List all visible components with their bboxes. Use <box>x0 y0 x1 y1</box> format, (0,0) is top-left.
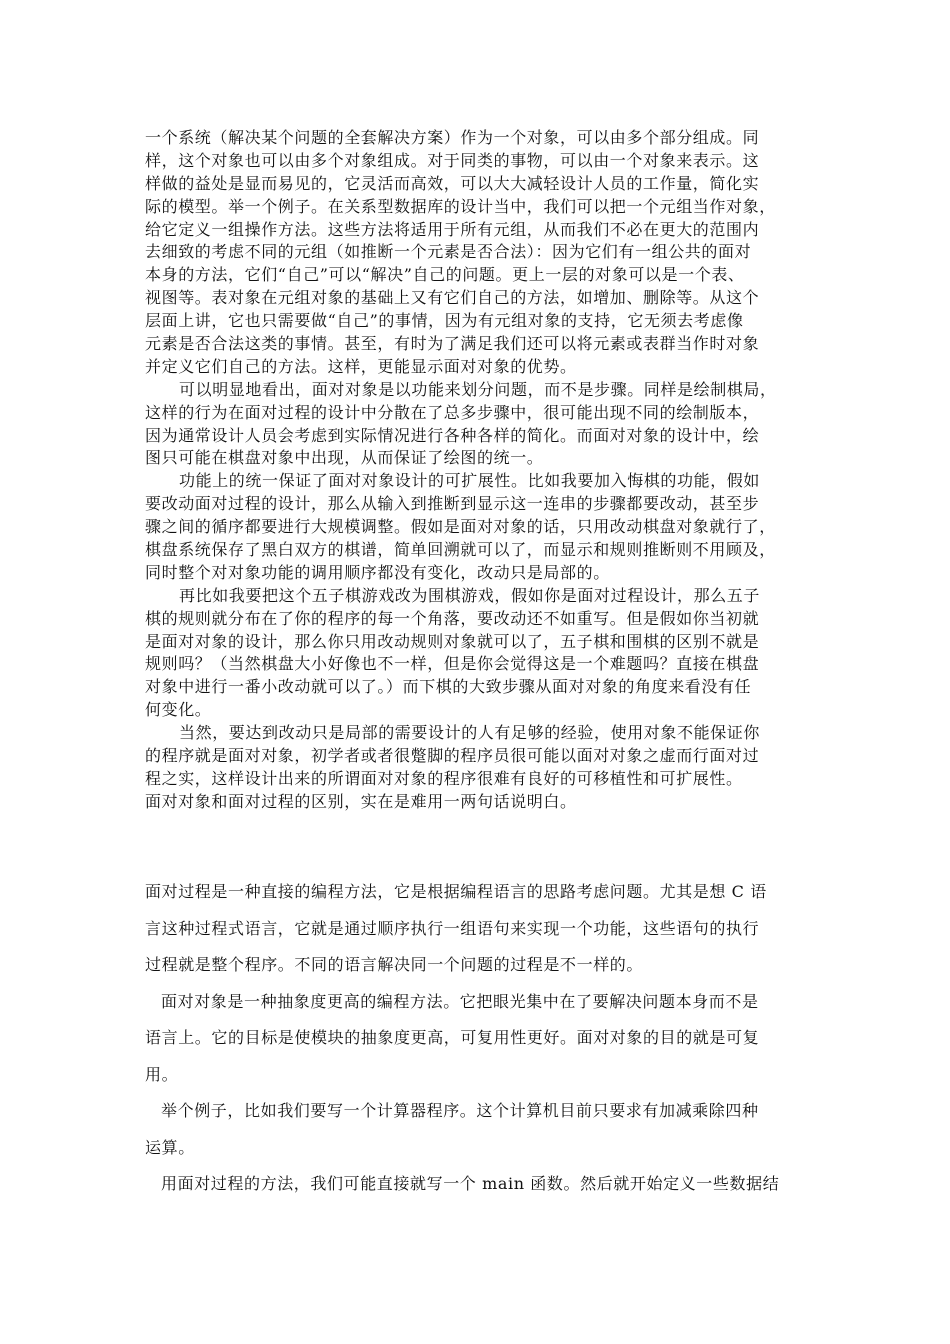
text-line: 棋的规则就分布在了你的程序的每一个角落，要改动还不如重写。但是假如你当初就 <box>145 608 760 628</box>
text-line: 样，这个对象也可以由多个对象组成。对于同类的事物，可以由一个对象来表示。这 <box>145 150 760 170</box>
text-line: 用。 <box>145 1064 179 1084</box>
text-line: 用面对过程的方法，我们可能直接就写一个 main 函数。然后就开始定义一些数据结 <box>161 1174 780 1193</box>
text-line: 本身的方法，它们“自己”可以“解决”自己的问题。更上一层的对象可以是一个表、 <box>145 265 745 285</box>
text-line: 语言上。它的目标是使模块的抽象度更高，可复用性更好。面对对象的目的就是可复 <box>145 1028 760 1047</box>
text-line: 给它定义一组操作方法。这些方法将适用于所有元组，从而我们不必在更大的范围内 <box>145 219 760 239</box>
text-line: 是面对对象的设计，那么你只用改动规则对象就可以了，五子棋和围棋的区别不就是 <box>145 631 760 651</box>
text-line: 过程就是整个程序。不同的语言解决同一个问题的过程是不一样的。 <box>145 955 644 974</box>
text-line: 的程序就是面对对象，初学者或者很蹩脚的程序员很可能以面对对象之虚而行面对过 <box>145 746 760 766</box>
text-line: 功能上的统一保证了面对对象设计的可扩展性。比如我要加入悔棋的功能，假如 <box>179 471 761 491</box>
text-line: 再比如我要把这个五子棋游戏改为围棋游戏，假如你是面对过程设计，那么五子 <box>179 585 761 605</box>
text-line: 这样的行为在面对过程的设计中分散在了总多步骤中，很可能出现不同的绘制版本， <box>145 402 760 422</box>
text-line: 要改动面对过程的设计，那么从输入到推断到显示这一连串的步骤都要改动，甚至步 <box>145 494 760 514</box>
text-line: 层面上讲，它也只需要做“自己”的事情，因为有元组对象的支持，它无须去考虑像 <box>145 311 744 331</box>
text-line: 规则吗？（当然棋盘大小好像也不一样，但是你会觉得这是一个难题吗？直接在棋盘 <box>145 654 760 674</box>
text-line: 程之实，这样设计出来的所谓面对对象的程序很难有良好的可移植性和可扩展性。 <box>145 768 743 788</box>
text-line: 图只可能在棋盘对象中出现，从而保证了绘图的统一。 <box>145 448 544 468</box>
text-line: 对象中进行一番小改动就可以了。）而下棋的大致步骤从面对对象的角度来看没有任 <box>145 677 752 697</box>
text-line: 言这种过程式语言，它就是通过顺序执行一组语句来实现一个功能，这些语句的执行 <box>145 918 760 938</box>
text-line: 视图等。表对象在元组对象的基础上又有它们自己的方法，如增加、删除等。从这个 <box>145 288 760 308</box>
text-line: 因为通常设计人员会考虑到实际情况进行各种各样的简化。而面对对象的设计中，绘 <box>145 425 760 445</box>
text-block-oop-explanation <box>145 127 811 814</box>
text-line: 面对对象是一种抽象度更高的编程方法。它把眼光集中在了要解决问题本身而不是 <box>161 991 759 1011</box>
text-line: 去细致的考虑不同的元组（如推断一个元素是否合法）：因为它们有一组公共的面对 <box>145 242 752 262</box>
text-block-procedural-vs-oop <box>145 874 811 1203</box>
text-line: 一个系统（解决某个问题的全套解决方案）作为一个对象，可以由多个部分组成。同 <box>145 128 760 147</box>
text-line: 举个例子，比如我们要写一个计算器程序。这个计算机目前只要求有加减乘除四种 <box>161 1101 759 1120</box>
text-line: 当然，要达到改动只是局部的需要设计的人有足够的经验，使用对象不能保证你 <box>179 723 761 743</box>
text-line: 骤之间的循序都要进行大规模调整。假如是面对对象的话，只用改动棋盘对象就行了， <box>145 517 776 537</box>
text-line: 面对过程是一种直接的编程方法，它是根据编程语言的思路考虑问题。尤其是想 C 语 <box>145 882 767 901</box>
text-line: 并定义它们自己的方法。这样，更能显示面对对象的优势。 <box>145 356 577 376</box>
text-line: 元素是否合法这类的事情。甚至，有时为了满足我们还可以将元素或表群当作时对象 <box>145 334 760 354</box>
text-line: 运算。 <box>145 1137 195 1157</box>
text-line: 际的模型。举一个例子。在关系型数据库的设计当中，我们可以把一个元组当作对象， <box>145 196 776 216</box>
text-line: 棋盘系统保存了黑白双方的棋谱，简单回溯就可以了，而显示和规则推断则不用顾及， <box>145 540 776 560</box>
text-line: 可以明显地看出，面对对象是以功能来划分问题，而不是步骤。同样是绘制棋局， <box>179 379 777 399</box>
text-line: 同时整个对对象功能的调用顺序都没有变化，改动只是局部的。 <box>145 562 610 582</box>
text-line: 样做的益处是显而易见的，它灵活而高效，可以大大减轻设计人员的工作量，简化实 <box>145 173 760 193</box>
text-line: 何变化。 <box>145 700 212 720</box>
text-line: 面对对象和面对过程的区别，实在是难用一两句话说明白。 <box>145 791 577 811</box>
